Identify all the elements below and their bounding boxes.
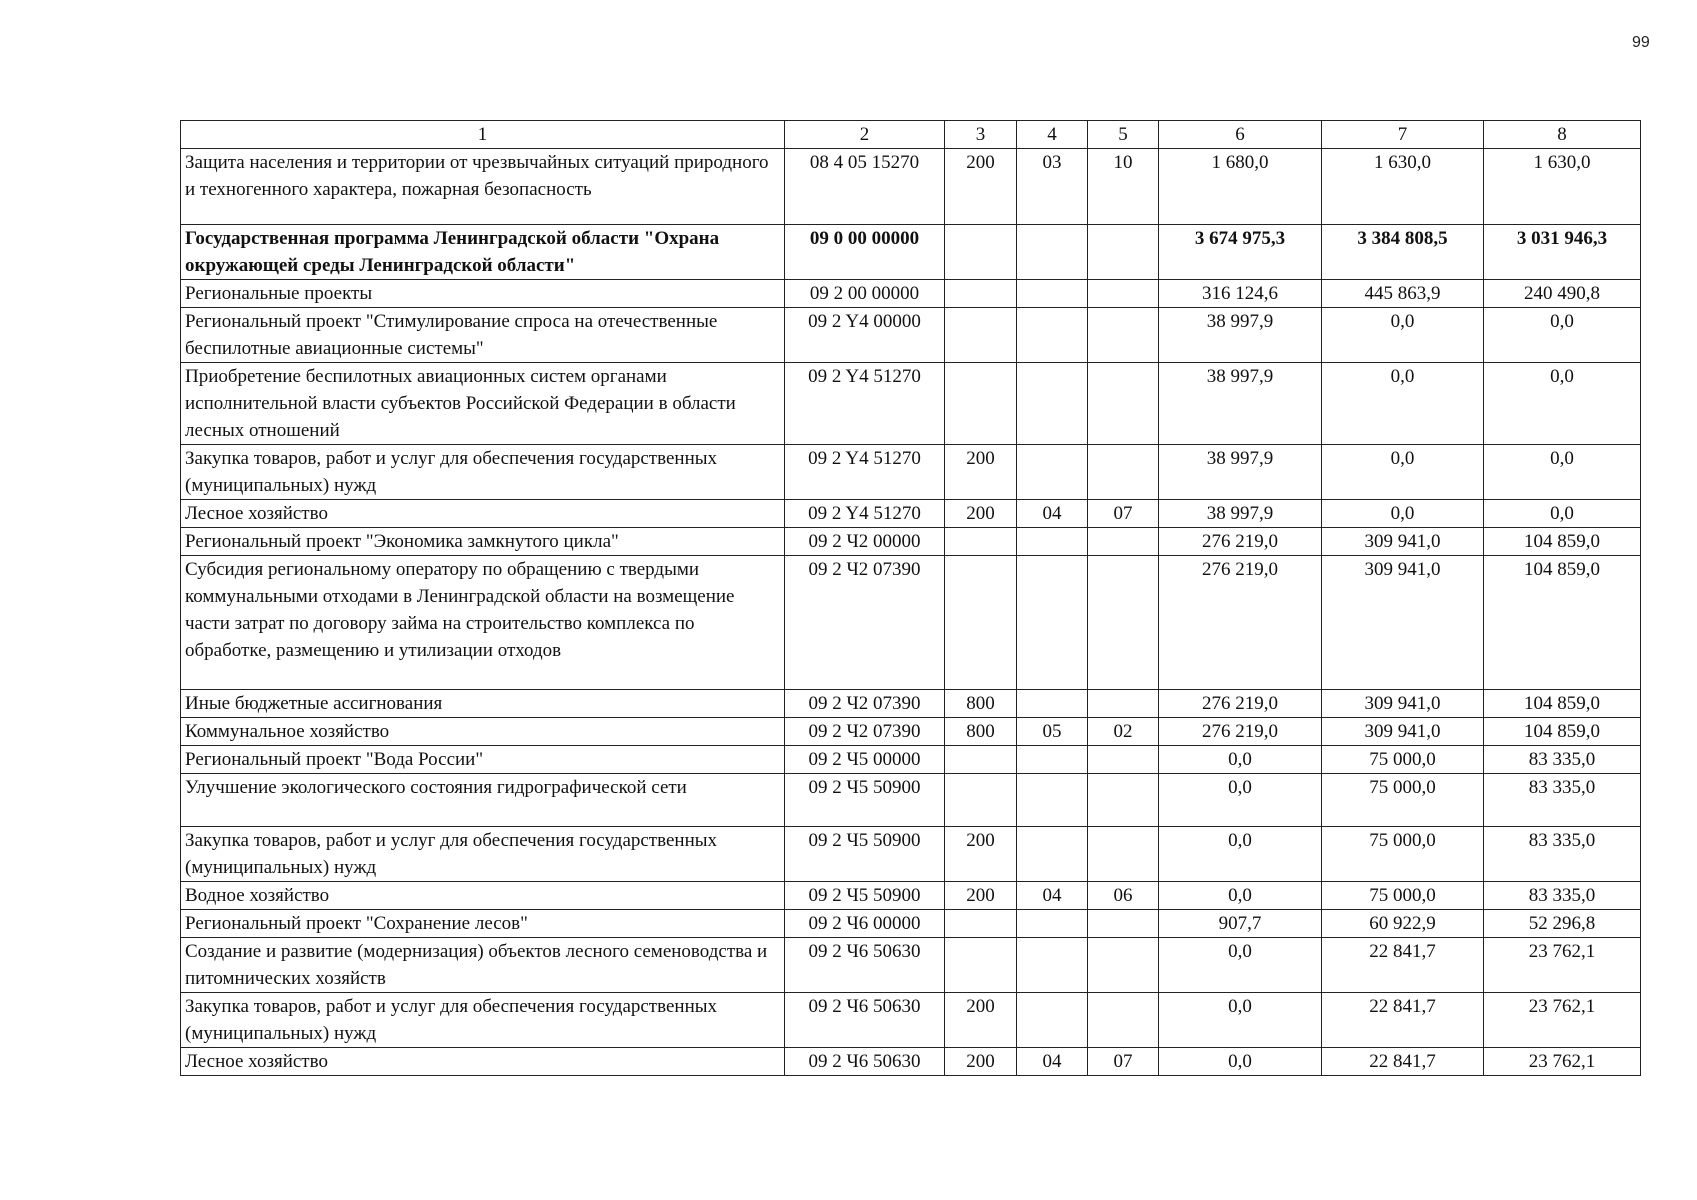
row-amount-col6-cell: 38 997,9	[1159, 500, 1322, 528]
row-amount-col8-cell: 23 762,1	[1484, 1048, 1641, 1076]
budget-table	[180, 120, 1641, 1076]
row-amount-col8-cell: 0,0	[1484, 445, 1641, 500]
row-name-cell: Коммунальное хозяйство	[181, 718, 785, 746]
row-code-cell: 08 4 05 15270	[785, 149, 945, 225]
row-section-cell	[1017, 363, 1088, 445]
row-section-cell: 04	[1017, 1048, 1088, 1076]
row-expense-type-cell: 800	[945, 690, 1017, 718]
row-expense-type-cell	[945, 280, 1017, 308]
row-code-cell: 09 2 Y4 51270	[785, 363, 945, 445]
row-amount-col6-cell: 907,7	[1159, 910, 1322, 938]
row-subsection-cell: 07	[1088, 1048, 1159, 1076]
table-row	[181, 910, 1641, 938]
row-amount-col7-cell: 75 000,0	[1322, 774, 1484, 827]
row-name-cell: Региональный проект "Сохранение лесов"	[181, 910, 785, 938]
row-amount-col8-cell: 240 490,8	[1484, 280, 1641, 308]
row-name-cell: Закупка товаров, работ и услуг для обеспечения государственных (муниципальных) нужд	[181, 445, 785, 500]
row-subsection-cell	[1088, 363, 1159, 445]
table-row	[181, 774, 1641, 827]
row-code-cell: 09 2 Ч6 00000	[785, 910, 945, 938]
row-expense-type-cell: 200	[945, 993, 1017, 1048]
row-amount-col8-cell: 1 630,0	[1484, 149, 1641, 225]
row-name-cell: Региональный проект "Вода России"	[181, 746, 785, 774]
row-subsection-cell	[1088, 938, 1159, 993]
row-expense-type-cell: 800	[945, 718, 1017, 746]
row-subsection-cell: 06	[1088, 882, 1159, 910]
row-amount-col8-cell: 104 859,0	[1484, 690, 1641, 718]
row-amount-col8-cell: 104 859,0	[1484, 556, 1641, 690]
row-code-cell: 09 2 Ч6 50630	[785, 1048, 945, 1076]
row-amount-col6-cell: 0,0	[1159, 993, 1322, 1048]
row-amount-col7-cell: 445 863,9	[1322, 280, 1484, 308]
row-amount-col6-cell: 316 124,6	[1159, 280, 1322, 308]
table-row	[181, 690, 1641, 718]
row-code-cell: 09 2 Ч5 00000	[785, 746, 945, 774]
table-row	[181, 528, 1641, 556]
row-amount-col6-cell: 1 680,0	[1159, 149, 1322, 225]
row-subsection-cell	[1088, 774, 1159, 827]
row-expense-type-cell: 200	[945, 882, 1017, 910]
row-expense-type-cell: 200	[945, 445, 1017, 500]
row-name-cell: Закупка товаров, работ и услуг для обеспечения государственных (муниципальных) нужд	[181, 993, 785, 1048]
row-subsection-cell	[1088, 827, 1159, 882]
row-name-cell: Региональный проект "Стимулирование спроса на отечественные беспилотные авиационные системы"	[181, 308, 785, 363]
row-amount-col6-cell: 0,0	[1159, 1048, 1322, 1076]
row-code-cell: 09 2 Ч2 00000	[785, 528, 945, 556]
row-amount-col7-cell: 75 000,0	[1322, 827, 1484, 882]
table-row	[181, 445, 1641, 500]
row-amount-col8-cell: 23 762,1	[1484, 938, 1641, 993]
row-amount-col8-cell: 104 859,0	[1484, 528, 1641, 556]
row-amount-col6-cell: 38 997,9	[1159, 363, 1322, 445]
row-amount-col7-cell: 309 941,0	[1322, 718, 1484, 746]
row-subsection-cell	[1088, 556, 1159, 690]
row-amount-col8-cell: 83 335,0	[1484, 882, 1641, 910]
table-row	[181, 363, 1641, 445]
column-header: 7	[1322, 121, 1484, 149]
row-subsection-cell	[1088, 528, 1159, 556]
row-amount-col8-cell: 0,0	[1484, 500, 1641, 528]
row-amount-col7-cell: 309 941,0	[1322, 556, 1484, 690]
row-name-cell: Государственная программа Ленинградской области "Охрана окружающей среды Ленинградской области"	[181, 225, 785, 280]
row-code-cell: 09 2 Y4 00000	[785, 308, 945, 363]
row-expense-type-cell	[945, 938, 1017, 993]
row-section-cell	[1017, 938, 1088, 993]
row-section-cell	[1017, 827, 1088, 882]
row-amount-col6-cell: 38 997,9	[1159, 445, 1322, 500]
row-expense-type-cell	[945, 556, 1017, 690]
row-section-cell	[1017, 308, 1088, 363]
row-name-cell: Субсидия региональному оператору по обращению с твердыми коммунальными отходами в Ленинградской области на возмещение части затрат по договору займа на строительство комплекса по обработке, размещению и утилизации отходов	[181, 556, 785, 690]
row-section-cell	[1017, 445, 1088, 500]
column-header: 2	[785, 121, 945, 149]
row-amount-col7-cell: 22 841,7	[1322, 1048, 1484, 1076]
row-subsection-cell	[1088, 746, 1159, 774]
row-expense-type-cell: 200	[945, 1048, 1017, 1076]
row-subsection-cell	[1088, 445, 1159, 500]
row-expense-type-cell	[945, 528, 1017, 556]
row-code-cell: 09 2 00 00000	[785, 280, 945, 308]
row-amount-col8-cell: 83 335,0	[1484, 827, 1641, 882]
table-row	[181, 149, 1641, 225]
header-row	[181, 121, 1641, 149]
row-code-cell: 09 2 Y4 51270	[785, 500, 945, 528]
column-header: 3	[945, 121, 1017, 149]
row-amount-col7-cell: 0,0	[1322, 363, 1484, 445]
row-amount-col7-cell: 0,0	[1322, 445, 1484, 500]
row-amount-col8-cell: 83 335,0	[1484, 774, 1641, 827]
row-code-cell: 09 2 Ч6 50630	[785, 993, 945, 1048]
row-amount-col6-cell: 0,0	[1159, 746, 1322, 774]
row-code-cell: 09 2 Ч5 50900	[785, 827, 945, 882]
table-row	[181, 993, 1641, 1048]
row-expense-type-cell	[945, 225, 1017, 280]
row-section-cell	[1017, 280, 1088, 308]
row-amount-col7-cell: 3 384 808,5	[1322, 225, 1484, 280]
row-amount-col8-cell: 52 296,8	[1484, 910, 1641, 938]
row-amount-col6-cell: 0,0	[1159, 938, 1322, 993]
row-amount-col6-cell: 0,0	[1159, 827, 1322, 882]
column-header: 6	[1159, 121, 1322, 149]
row-amount-col6-cell: 276 219,0	[1159, 556, 1322, 690]
row-name-cell: Региональный проект "Экономика замкнутого цикла"	[181, 528, 785, 556]
row-amount-col6-cell: 3 674 975,3	[1159, 225, 1322, 280]
table-row	[181, 280, 1641, 308]
row-name-cell: Закупка товаров, работ и услуг для обеспечения государственных (муниципальных) нужд	[181, 827, 785, 882]
row-code-cell: 09 2 Ч5 50900	[785, 774, 945, 827]
row-amount-col8-cell: 104 859,0	[1484, 718, 1641, 746]
column-header: 1	[181, 121, 785, 149]
table-row	[181, 1048, 1641, 1076]
column-header: 4	[1017, 121, 1088, 149]
row-code-cell: 09 2 Ч6 50630	[785, 938, 945, 993]
row-name-cell: Приобретение беспилотных авиационных систем органами исполнительной власти субъектов Российской Федерации в области лесных отношений	[181, 363, 785, 445]
row-code-cell: 09 0 00 00000	[785, 225, 945, 280]
row-amount-col6-cell: 276 219,0	[1159, 690, 1322, 718]
row-amount-col6-cell: 38 997,9	[1159, 308, 1322, 363]
row-subsection-cell: 10	[1088, 149, 1159, 225]
table-row	[181, 718, 1641, 746]
row-amount-col7-cell: 60 922,9	[1322, 910, 1484, 938]
row-name-cell: Создание и развитие (модернизация) объектов лесного семеноводства и питомнических хозяйств	[181, 938, 785, 993]
table-row	[181, 827, 1641, 882]
row-amount-col7-cell: 75 000,0	[1322, 882, 1484, 910]
row-section-cell	[1017, 556, 1088, 690]
table-body	[181, 121, 1641, 1076]
row-name-cell: Лесное хозяйство	[181, 1048, 785, 1076]
column-header: 8	[1484, 121, 1641, 149]
row-expense-type-cell	[945, 774, 1017, 827]
row-amount-col8-cell: 0,0	[1484, 363, 1641, 445]
row-expense-type-cell: 200	[945, 827, 1017, 882]
row-code-cell: 09 2 Ч2 07390	[785, 690, 945, 718]
row-subsection-cell: 07	[1088, 500, 1159, 528]
row-amount-col8-cell: 83 335,0	[1484, 746, 1641, 774]
row-section-cell	[1017, 225, 1088, 280]
row-amount-col6-cell: 276 219,0	[1159, 528, 1322, 556]
row-name-cell: Водное хозяйство	[181, 882, 785, 910]
table-row	[181, 308, 1641, 363]
table-row	[181, 882, 1641, 910]
row-section-cell	[1017, 774, 1088, 827]
row-amount-col6-cell: 0,0	[1159, 882, 1322, 910]
row-expense-type-cell	[945, 910, 1017, 938]
row-amount-col7-cell: 1 630,0	[1322, 149, 1484, 225]
row-expense-type-cell	[945, 746, 1017, 774]
row-amount-col8-cell: 3 031 946,3	[1484, 225, 1641, 280]
row-subsection-cell	[1088, 280, 1159, 308]
row-section-cell: 05	[1017, 718, 1088, 746]
table-row	[181, 938, 1641, 993]
row-amount-col6-cell: 0,0	[1159, 774, 1322, 827]
row-name-cell: Иные бюджетные ассигнования	[181, 690, 785, 718]
row-section-cell: 04	[1017, 500, 1088, 528]
table-row	[181, 556, 1641, 690]
row-amount-col7-cell: 75 000,0	[1322, 746, 1484, 774]
row-amount-col7-cell: 22 841,7	[1322, 938, 1484, 993]
row-name-cell: Региональные проекты	[181, 280, 785, 308]
row-name-cell: Лесное хозяйство	[181, 500, 785, 528]
row-name-cell: Защита населения и территории от чрезвычайных ситуаций природного и техногенного характера, пожарная безопасность	[181, 149, 785, 225]
row-amount-col7-cell: 309 941,0	[1322, 690, 1484, 718]
row-subsection-cell	[1088, 910, 1159, 938]
page-number: 99	[1632, 34, 1650, 51]
table-row	[181, 500, 1641, 528]
row-expense-type-cell: 200	[945, 500, 1017, 528]
table-row	[181, 746, 1641, 774]
row-section-cell	[1017, 746, 1088, 774]
row-section-cell: 04	[1017, 882, 1088, 910]
row-expense-type-cell	[945, 363, 1017, 445]
row-subsection-cell	[1088, 690, 1159, 718]
row-section-cell	[1017, 993, 1088, 1048]
row-code-cell: 09 2 Ч2 07390	[785, 556, 945, 690]
row-subsection-cell	[1088, 308, 1159, 363]
row-subsection-cell	[1088, 993, 1159, 1048]
row-subsection-cell: 02	[1088, 718, 1159, 746]
column-header: 5	[1088, 121, 1159, 149]
row-code-cell: 09 2 Y4 51270	[785, 445, 945, 500]
row-expense-type-cell: 200	[945, 149, 1017, 225]
row-amount-col7-cell: 22 841,7	[1322, 993, 1484, 1048]
row-name-cell: Улучшение экологического состояния гидрографической сети	[181, 774, 785, 827]
row-subsection-cell	[1088, 225, 1159, 280]
row-amount-col7-cell: 0,0	[1322, 308, 1484, 363]
row-expense-type-cell	[945, 308, 1017, 363]
row-section-cell	[1017, 528, 1088, 556]
row-code-cell: 09 2 Ч5 50900	[785, 882, 945, 910]
row-amount-col6-cell: 276 219,0	[1159, 718, 1322, 746]
row-section-cell	[1017, 910, 1088, 938]
row-amount-col7-cell: 309 941,0	[1322, 528, 1484, 556]
row-amount-col8-cell: 0,0	[1484, 308, 1641, 363]
table-row	[181, 225, 1641, 280]
row-section-cell: 03	[1017, 149, 1088, 225]
row-code-cell: 09 2 Ч2 07390	[785, 718, 945, 746]
row-amount-col7-cell: 0,0	[1322, 500, 1484, 528]
row-section-cell	[1017, 690, 1088, 718]
row-amount-col8-cell: 23 762,1	[1484, 993, 1641, 1048]
